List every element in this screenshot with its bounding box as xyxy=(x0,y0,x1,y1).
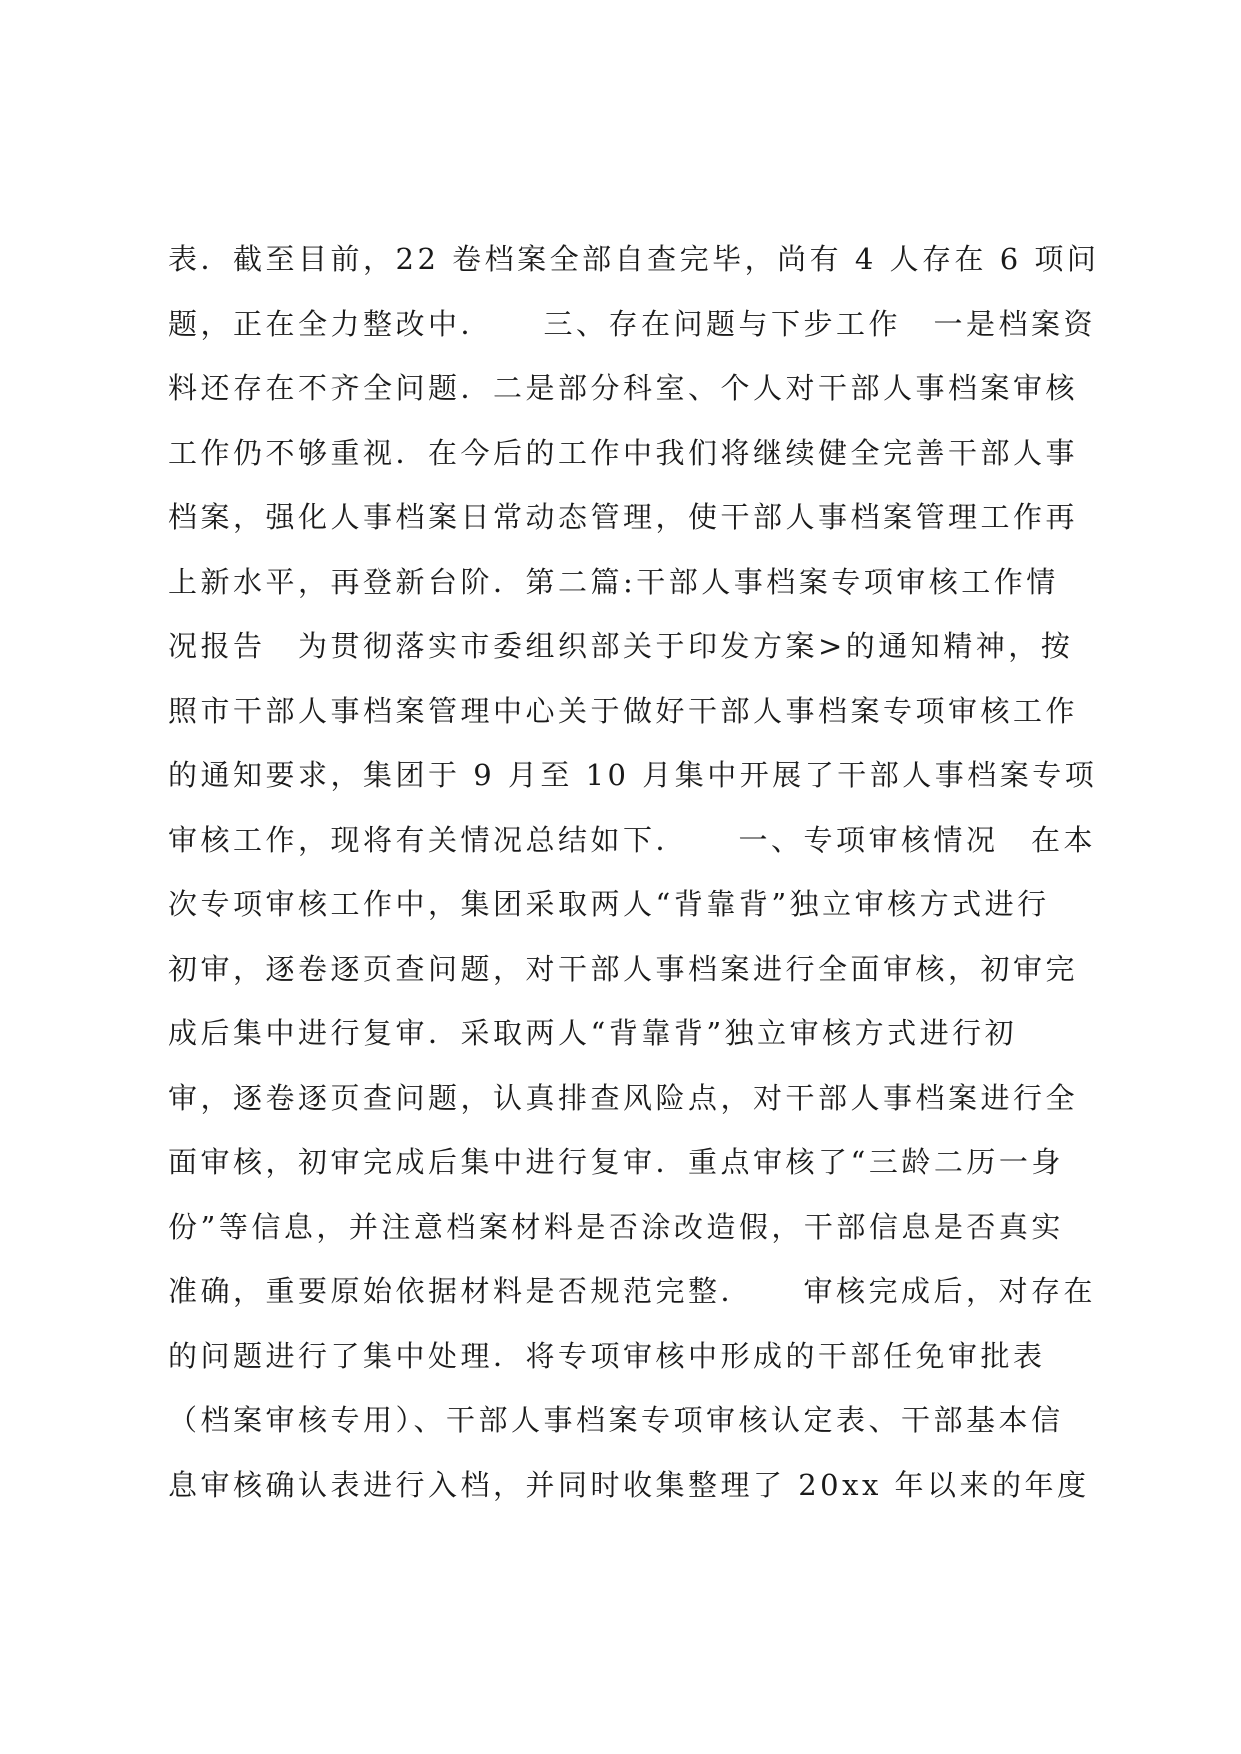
text-line: 上新水平，再登新台阶．第二篇:干部人事档案专项审核工作情 xyxy=(168,564,1059,599)
text-line: 次专项审核工作中，集团采取两人“背靠背”独立审核方式进行 xyxy=(168,887,1050,921)
text-line: 题，正在全力整改中． 三、存在问题与下步工作 一是档案资 xyxy=(168,306,1097,341)
text-line: 的通知要求，集团于 9 月至 10 月集中开展了干部人事档案专项 xyxy=(168,758,1098,792)
text-line: 表．截至目前，22 卷档案全部自查完毕，尚有 4 人存在 6 项问 xyxy=(168,242,1100,276)
text-line: 工作仍不够重视．在今后的工作中我们将继续健全完善干部人事 xyxy=(168,435,1079,470)
text-line: （档案审核专用）、干部人事档案专项审核认定表、干部基本信 xyxy=(168,1403,1064,1437)
text-line: 准确，重要原始依据材料是否规范完整． 审核完成后，对存在 xyxy=(168,1274,1097,1308)
text-line: 息审核确认表进行入档，并同时收集整理了 20xx 年以来的年度 xyxy=(168,1467,1090,1502)
text-line: 审，逐卷逐页查问题，认真排查风险点，对干部人事档案进行全 xyxy=(168,1080,1079,1115)
text-line: 面审核，初审完成后集中进行复审．重点审核了“三龄二历一身 xyxy=(168,1145,1064,1179)
text-line: 审核工作，现将有关情况总结如下． 一、专项审核情况 在本 xyxy=(168,822,1097,857)
text-line: 初审，逐卷逐页查问题，对干部人事档案进行全面审核，初审完 xyxy=(168,951,1079,986)
body-text xyxy=(168,227,1100,1517)
text-line: 的问题进行了集中处理．将专项审核中形成的干部任免审批表 xyxy=(168,1338,1046,1373)
text-line: 照市干部人事档案管理中心关于做好干部人事档案专项审核工作 xyxy=(168,693,1079,728)
text-line: 份”等信息，并注意档案材料是否涂改造假，干部信息是否真实 xyxy=(168,1209,1064,1244)
text-line: 料还存在不齐全问题．二是部分科室、个人对干部人事档案审核 xyxy=(168,371,1079,405)
text-line: 成后集中进行复审．采取两人“背靠背”独立审核方式进行初 xyxy=(168,1016,1018,1050)
text-line: 档案，强化人事档案日常动态管理，使干部人事档案管理工作再 xyxy=(168,500,1079,534)
text-line: 况报告 为贯彻落实市委组织部关于印发方案>的通知精神，按 xyxy=(168,629,1074,663)
